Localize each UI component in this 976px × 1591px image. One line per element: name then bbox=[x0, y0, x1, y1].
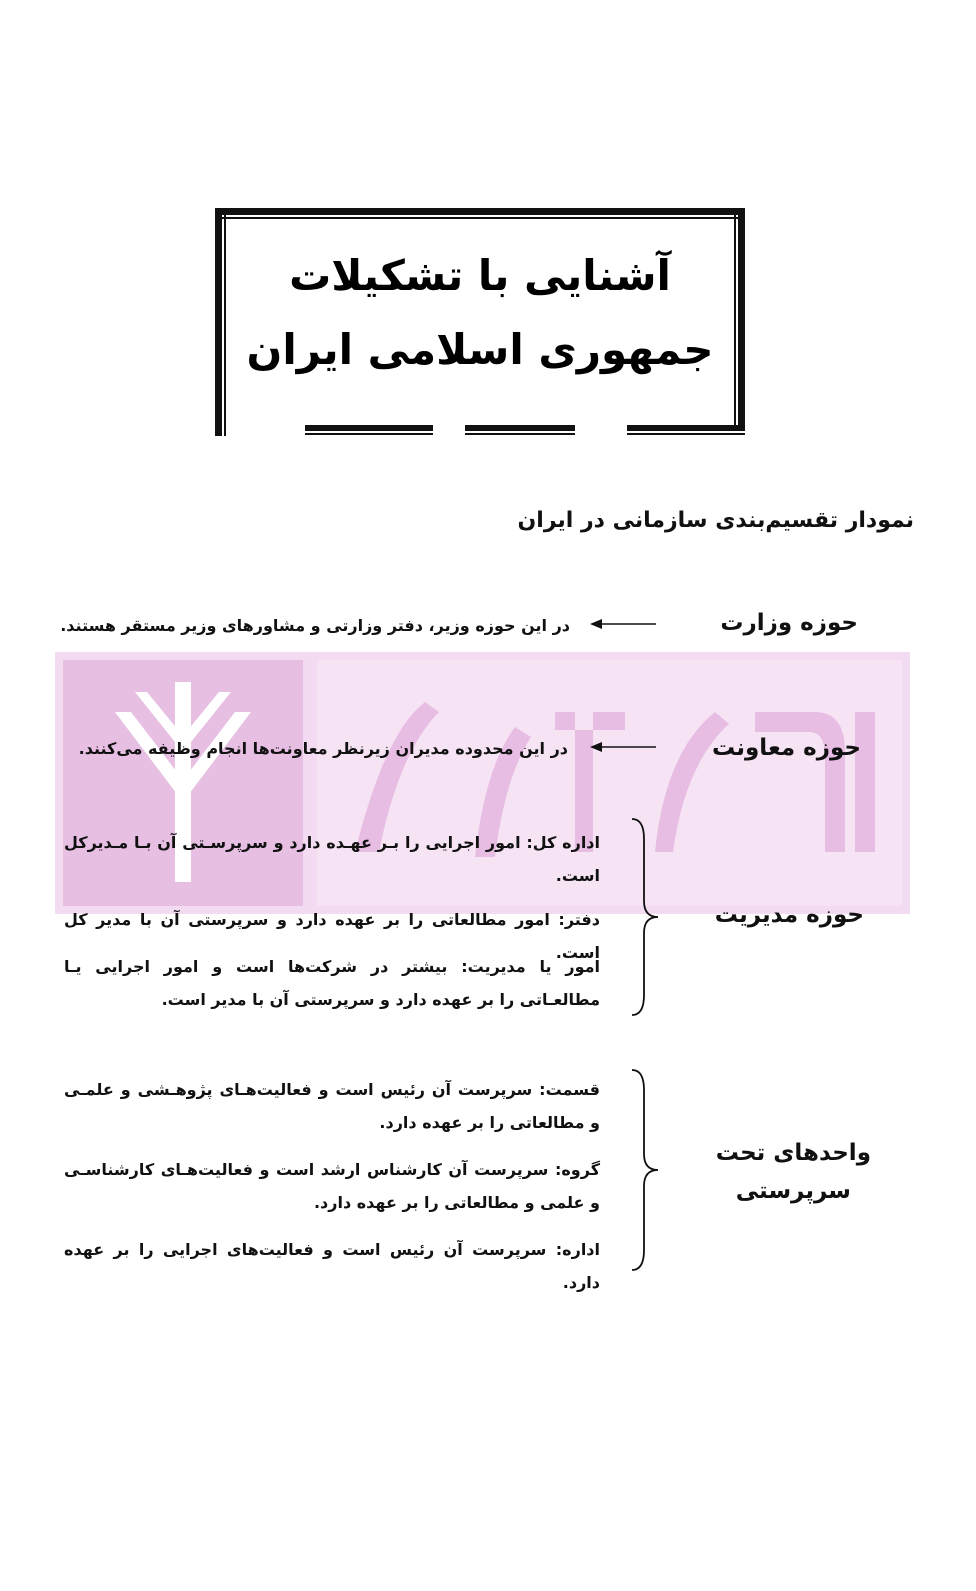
chart-heading: نمودار تقسیم‌بندی سازمانی در ایران bbox=[517, 508, 914, 533]
item-text: سرپرست آن کارشناس ارشد است و فعالیت‌هـای کارشناسـی و علمی و مطالعاتی را بر عهده دارد. bbox=[64, 1160, 600, 1212]
section-desc-deputy: در این محدوده مدیران زیرنظر معاونت‌ها انجام وظیفه می‌کنند. bbox=[78, 739, 568, 758]
list-item bbox=[64, 1153, 600, 1219]
item-text: بیشتر در شرکت‌ها است و امور اجرایی یـا مطالعـاتی را بر عهده دارد و سرپرستی آن با مدیر است. bbox=[64, 957, 600, 1009]
section-label-line-2: سرپرستی bbox=[735, 1178, 851, 1204]
item-term: دفتر: bbox=[558, 910, 600, 929]
section-label-line-1: واحدهای تحت bbox=[715, 1140, 871, 1166]
list-item bbox=[64, 826, 600, 892]
left-arrow-icon bbox=[590, 740, 656, 754]
section-label-ministry: حوزه وزارت bbox=[720, 610, 858, 636]
list-item bbox=[64, 1073, 600, 1139]
item-text: سرپرست آن رئیس است و فعالیت‌های اجرایی را بر عهده دارد. bbox=[64, 1240, 600, 1292]
item-text: سرپرست آن رئیس است و فعالیت‌هـای پژوهـشی و علمـی و مطالعاتی را بر عهده دارد. bbox=[64, 1080, 600, 1132]
item-text: امور اجرایی را بـر عهـده دارد و سرپرسـتی آن بـا مـدیرکل است. bbox=[64, 833, 600, 885]
list-item bbox=[64, 1233, 600, 1299]
item-term: امور یا مدیریت: bbox=[461, 957, 601, 976]
section-label-management: حوزه مدیریت bbox=[714, 902, 864, 928]
page-title-line-1: آشنایی با تشکیلات bbox=[289, 251, 671, 300]
curly-brace-icon bbox=[628, 817, 662, 1017]
page-title-line-2: جمهوری اسلامی ایران bbox=[246, 325, 714, 374]
section-label-deputy: حوزه معاونت bbox=[712, 735, 861, 761]
curly-brace-icon bbox=[628, 1068, 662, 1272]
item-term: قسمت: bbox=[539, 1080, 600, 1099]
item-term: گروه: bbox=[554, 1160, 600, 1179]
item-term: اداره کل: bbox=[526, 833, 601, 852]
left-arrow-icon bbox=[590, 617, 656, 631]
item-term: اداره: bbox=[555, 1240, 600, 1259]
item-text: امور مطالعاتی را بر عهده دارد و سرپرستی آن با مدیر کل است. bbox=[64, 910, 600, 962]
list-item bbox=[64, 950, 600, 1016]
section-label-supervised-units bbox=[716, 1134, 871, 1210]
title-frame bbox=[215, 208, 745, 436]
section-desc-ministry: در این حوزه وزیر، دفتر وزارتی و مشاورهای وزیر مستقر هستند. bbox=[60, 616, 570, 635]
